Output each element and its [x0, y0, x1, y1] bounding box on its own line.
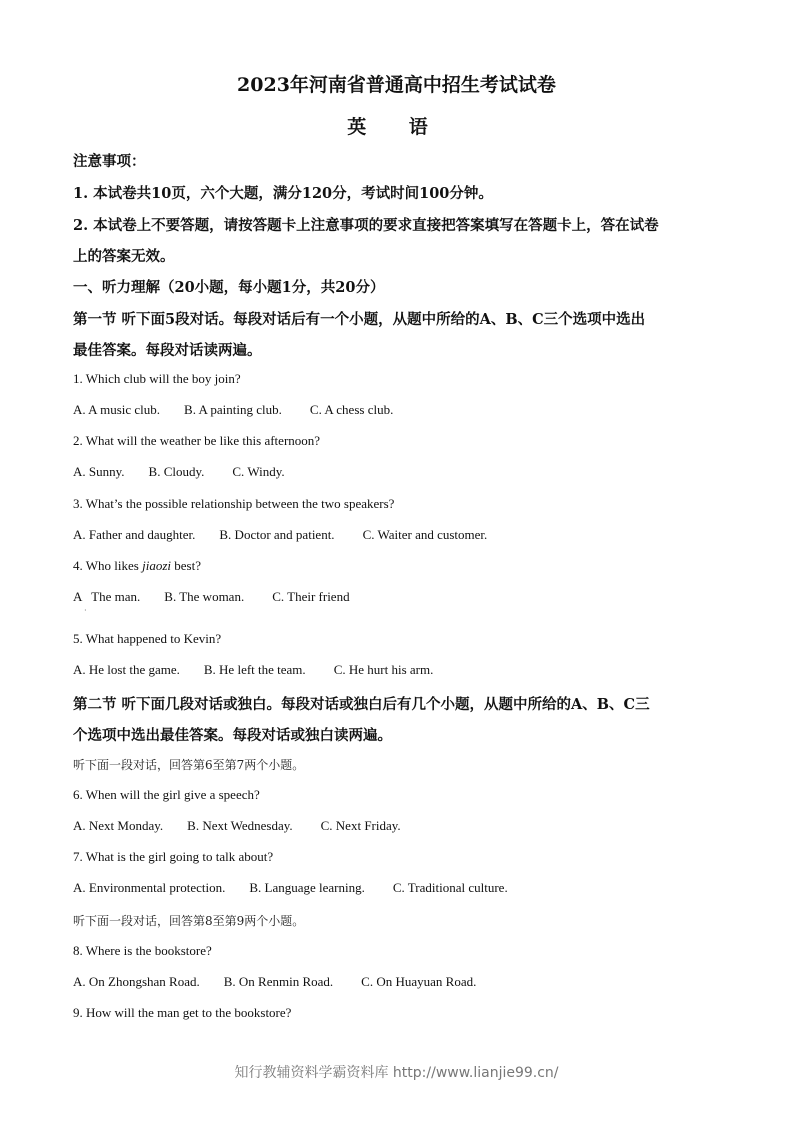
stray-dot: · — [84, 606, 87, 615]
option-c: C. A chess club. — [309, 402, 394, 417]
option-a: A. Sunny. — [73, 464, 125, 479]
option-c: C. On Huayuan Road. — [361, 974, 477, 989]
question-3: 3. What’s the possible relationship between the two speakers? — [73, 496, 395, 511]
question-7: 7. What is the girl going to talk about? — [73, 849, 274, 864]
option-a: A. Environmental protection. — [73, 880, 226, 895]
option-a: A. On Zhongshan Road. — [73, 974, 200, 989]
question-7-options — [73, 880, 723, 896]
option-c: C. Traditional culture. — [392, 880, 508, 895]
question-3-options — [73, 527, 723, 543]
question-4-suffix: best? — [171, 558, 201, 573]
option-c: C. Waiter and customer. — [362, 527, 488, 542]
question-2: 2. What will the weather be like this afternoon? — [73, 433, 321, 448]
question-1: 1. Which club will the boy join? — [73, 371, 241, 386]
option-b: B. He left the team. — [203, 662, 306, 677]
question-2-options — [73, 464, 723, 480]
notes-item-2-line-2: 上的答案无效。 — [73, 248, 175, 265]
option-a: A. A music club. — [73, 402, 161, 417]
option-c: C. He hurt his arm. — [333, 662, 434, 677]
question-4-italic-term: jiaozi — [142, 558, 171, 573]
question-4-prefix: 4. Who likes — [73, 558, 143, 573]
section1-instruction-line-2: 最佳答案。每段对话读两遍。 — [73, 342, 262, 359]
option-b: B. Doctor and patient. — [219, 527, 335, 542]
option-b: B. Next Wednesday. — [187, 818, 293, 833]
section1-instruction-line-1: 第一节 听下面5段对话。每段对话后有一个小题，从题中所给的A、B、C三个选项中选出 — [73, 311, 646, 328]
option-a: A. Next Monday. — [73, 818, 164, 833]
notes-heading: 注意事项： — [73, 153, 146, 170]
subject-title: 英 语 — [347, 116, 446, 138]
question-1-options — [73, 402, 723, 418]
option-b: B. On Renmin Road. — [223, 974, 334, 989]
part1-heading: 一、听力理解（20小题，每小题1分，共20分） — [73, 279, 385, 296]
question-5: 5. What happened to Kevin? — [73, 631, 222, 646]
option-b: B. Language learning. — [249, 880, 365, 895]
notes-item-1: 1. 本试卷共10页，六个大题，满分120分，考试时间100分钟。 — [73, 185, 493, 202]
option-a: A The man. — [73, 589, 141, 604]
notes-item-2-line-1: 2. 本试卷上不要答题，请按答题卡上注意事项的要求直接把答案填写在答题卡上，答在试卷 — [73, 217, 659, 234]
option-b: B. Cloudy. — [148, 464, 205, 479]
question-8: 8. Where is the bookstore? — [73, 943, 212, 958]
option-b: B. The woman. — [164, 589, 245, 604]
section2-instruction-line-2: 个选项中选出最佳答案。每段对话或独白读两遍。 — [73, 727, 392, 744]
option-c: C. Next Friday. — [320, 818, 401, 833]
option-a: A. Father and daughter. — [73, 527, 196, 542]
question-9: 9. How will the man get to the bookstore? — [73, 1005, 292, 1020]
page-title: 2023年河南省普通高中招生考试试卷 — [237, 74, 556, 96]
footer-watermark: 知行教辅资料学霸资料库 http://www.lianjie99.cn/ — [234, 1065, 559, 1081]
option-a: A. He lost the game. — [73, 662, 180, 677]
question-6: 6. When will the girl give a speech? — [73, 787, 260, 802]
question-4-options — [73, 589, 723, 605]
option-c: C. Their friend — [272, 589, 350, 604]
question-5-options — [73, 662, 723, 678]
option-b: B. A painting club. — [184, 402, 282, 417]
section2-instruction-line-1: 第二节 听下面几段对话或独白。每段对话或独白后有几个小题，从题中所给的A、B、C三 — [73, 696, 650, 713]
instruction-8-9: 听下面一段对话，回答第8至第9两个小题。 — [73, 914, 305, 928]
instruction-6-7: 听下面一段对话，回答第6至第7两个小题。 — [73, 758, 305, 772]
option-c: C. Windy. — [232, 464, 285, 479]
question-6-options — [73, 818, 723, 834]
question-8-options — [73, 974, 723, 990]
question-4 — [73, 558, 723, 574]
